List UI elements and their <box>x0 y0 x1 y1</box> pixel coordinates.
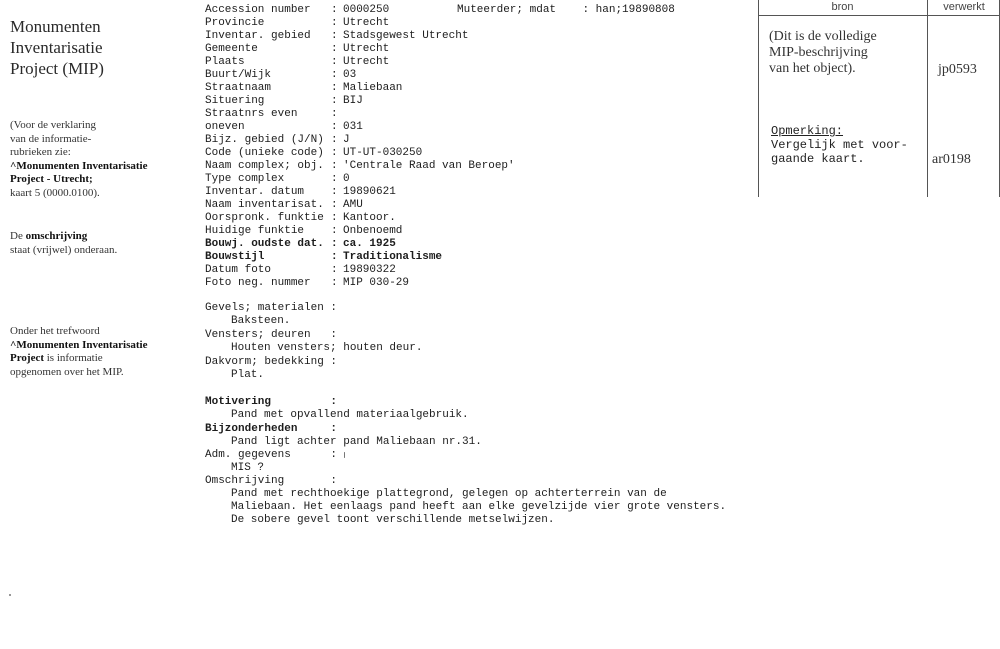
field-separator: : <box>331 30 338 42</box>
field-value: Kantoor. <box>343 212 396 224</box>
field-separator: : <box>331 56 338 68</box>
section-text: Pand ligt achter pand Maliebaan nr.31. <box>231 436 482 448</box>
field-separator: : <box>331 82 338 94</box>
legend-note <box>10 119 170 200</box>
field-row <box>205 147 422 160</box>
field-value: 03 <box>343 69 357 81</box>
field-value: Utrecht <box>343 17 390 29</box>
field-value: Utrecht <box>343 56 390 68</box>
section-text: Maliebaan. Het eenlaags pand heeft aan elke gevelzijde vier grote vensters. <box>231 501 727 513</box>
field-label: Straatnaam <box>205 82 272 94</box>
remark-line: gaande kaart. <box>771 152 865 166</box>
field-value: UT-UT-030250 <box>343 147 423 159</box>
section-heading: Bijzonderheden : <box>205 423 338 435</box>
field-value: 0 <box>343 173 350 185</box>
field-row <box>205 69 356 82</box>
field-row <box>205 17 389 30</box>
description-note <box>10 230 170 257</box>
header-verwerkt: verwerkt <box>943 1 985 13</box>
field-row <box>205 173 350 186</box>
field-label: Plaats <box>205 56 245 68</box>
field-separator: : <box>331 264 338 276</box>
field-row <box>205 225 402 238</box>
section-text: MIS ? <box>231 462 265 474</box>
field-label: Foto neg. nummer <box>205 277 311 289</box>
field-row <box>205 199 363 212</box>
scan-speck <box>9 594 11 596</box>
table-header-line <box>758 15 1000 16</box>
field-label: Datum foto <box>205 264 272 276</box>
field-label: Bouwstijl <box>205 251 265 263</box>
note-bold-line: Project - Utrecht; <box>10 173 93 185</box>
section-text: Plat. <box>231 369 265 381</box>
field-value: AMU <box>343 199 363 211</box>
sidebar-title-line: Project (MIP) <box>10 59 104 78</box>
scan-speck <box>344 452 345 458</box>
section-heading: Vensters; deuren : <box>205 329 338 341</box>
bron-cell <box>769 29 877 77</box>
note-bold: ^Monumenten Inventarisatie <box>10 338 148 351</box>
source-table <box>758 0 1000 197</box>
field-separator: : <box>331 160 338 172</box>
note-text: is informatie <box>44 352 103 364</box>
table-divider <box>927 0 928 197</box>
field-label: Gemeente <box>205 43 258 55</box>
section-heading: Dakvorm; bedekking : <box>205 356 338 368</box>
field-value: 19890621 <box>343 186 396 198</box>
field-separator: : <box>331 277 338 289</box>
field-label: Inventar. gebied <box>205 30 311 42</box>
field-value: Traditionalisme <box>343 251 443 263</box>
field-value: BIJ <box>343 95 363 107</box>
field-value: 0000250 <box>343 4 390 16</box>
field-label: Oorspronk. funktie <box>205 212 324 224</box>
field-separator: : <box>331 147 338 159</box>
field-row <box>205 160 515 173</box>
sidebar-title-line: Monumenten <box>10 17 101 36</box>
table-border-left <box>758 0 759 197</box>
verwerkt-cell: jp0593 <box>938 62 977 77</box>
mip-note <box>10 325 170 379</box>
field-separator: : <box>331 95 338 107</box>
mutator-value: : han;19890808 <box>582 4 675 16</box>
field-label: Buurt/Wijk <box>205 69 272 81</box>
field-separator: : <box>331 238 338 250</box>
field-value: Stadsgewest Utrecht <box>343 30 469 42</box>
field-label: Bouwj. oudste dat. <box>205 238 324 250</box>
field-separator: : <box>331 251 338 263</box>
note-bold-line: ^Monumenten Inventarisatie <box>10 159 148 172</box>
note-bold: Project <box>10 352 44 364</box>
mutator-field <box>457 4 675 17</box>
field-row <box>205 121 363 134</box>
field-row <box>205 251 442 264</box>
note-line: (Voor de verklaring <box>10 119 96 131</box>
field-value: MIP 030-29 <box>343 277 410 289</box>
field-separator: : <box>331 69 338 81</box>
field-value: J <box>343 134 350 146</box>
field-separator: : <box>331 4 338 16</box>
section-text: Pand met opvallend materiaalgebruik. <box>231 409 469 421</box>
field-separator: : <box>331 199 338 211</box>
field-label: Straatnrs even <box>205 108 298 120</box>
field-separator: : <box>331 17 338 29</box>
field-label: Naam complex; obj. <box>205 160 324 172</box>
field-row <box>205 43 389 56</box>
section-text: Houten vensters; houten deur. <box>231 342 423 354</box>
note-line: Onder het trefwoord <box>10 325 100 337</box>
section-heading: Omschrijving : <box>205 475 338 487</box>
note-line: opgenomen over het MIP. <box>10 365 124 378</box>
field-value: Maliebaan <box>343 82 403 94</box>
field-row <box>205 186 396 199</box>
field-label: Bijz. gebied (J/N) <box>205 134 324 146</box>
field-label: Type complex <box>205 173 285 185</box>
section-text: Pand met rechthoekige plattegrond, gelegen op achterterrein van de <box>231 488 667 500</box>
field-label: Situering <box>205 95 265 107</box>
field-row <box>205 134 350 147</box>
remark-line: Vergelijk met voor- <box>771 138 908 152</box>
remark-cell <box>771 124 908 166</box>
field-row <box>205 108 343 121</box>
verwerkt-cell: ar0198 <box>932 152 971 167</box>
remark-label: Opmerking: <box>771 124 844 138</box>
field-value: Onbenoemd <box>343 225 403 237</box>
section-heading: Motivering : <box>205 396 338 408</box>
field-label: Huidige funktie <box>205 225 305 237</box>
field-label: Inventar. datum <box>205 186 305 198</box>
field-label: Accession number <box>205 4 311 16</box>
field-separator: : <box>331 134 338 146</box>
bron-line: MIP-beschrijving <box>769 45 868 60</box>
note-bold: omschrijving <box>25 230 88 242</box>
field-separator: : <box>331 212 338 224</box>
field-row <box>205 212 396 225</box>
field-separator: : <box>331 121 338 133</box>
note-line: kaart 5 (0000.0100). <box>10 186 100 199</box>
bron-line: van het object). <box>769 61 856 76</box>
section-heading: Adm. gegevens : <box>205 449 338 461</box>
sidebar-title-line: Inventarisatie <box>10 38 103 57</box>
field-value: Utrecht <box>343 43 390 55</box>
field-label: oneven <box>205 121 245 133</box>
field-value: 19890322 <box>343 264 396 276</box>
field-separator: : <box>331 173 338 185</box>
field-row <box>205 95 363 108</box>
field-row <box>205 56 389 69</box>
bron-line: (Dit is de volledige <box>769 29 877 44</box>
note-line: rubrieken zie: <box>10 146 71 158</box>
field-value: ca. 1925 <box>343 238 396 250</box>
note-line: van de informatie- <box>10 132 92 145</box>
mutator-label: Muteerder; mdat <box>457 4 557 16</box>
section-text: De sobere gevel toont verschillende metselwijzen. <box>231 514 555 526</box>
section-heading: Gevels; materialen : <box>205 302 338 314</box>
field-row <box>205 82 402 95</box>
sidebar <box>10 16 170 79</box>
field-value: 031 <box>343 121 363 133</box>
field-row <box>205 4 389 17</box>
field-separator: : <box>331 186 338 198</box>
field-row <box>205 238 396 251</box>
field-label: Code (unieke code) <box>205 147 324 159</box>
sidebar-title <box>10 16 170 79</box>
header-bron: bron <box>831 1 854 13</box>
field-row <box>205 277 409 290</box>
note-text: De <box>10 230 26 242</box>
field-separator: : <box>331 43 338 55</box>
note-line: staat (vrijwel) onderaan. <box>10 243 118 256</box>
field-row <box>205 264 396 277</box>
field-separator: : <box>331 108 338 120</box>
field-value: 'Centrale Raad van Beroep' <box>343 160 515 172</box>
section-text: Baksteen. <box>231 315 291 327</box>
field-label: Provincie <box>205 17 265 29</box>
field-separator: : <box>331 225 338 237</box>
field-row <box>205 30 468 43</box>
field-label: Naam inventarisat. <box>205 199 324 211</box>
